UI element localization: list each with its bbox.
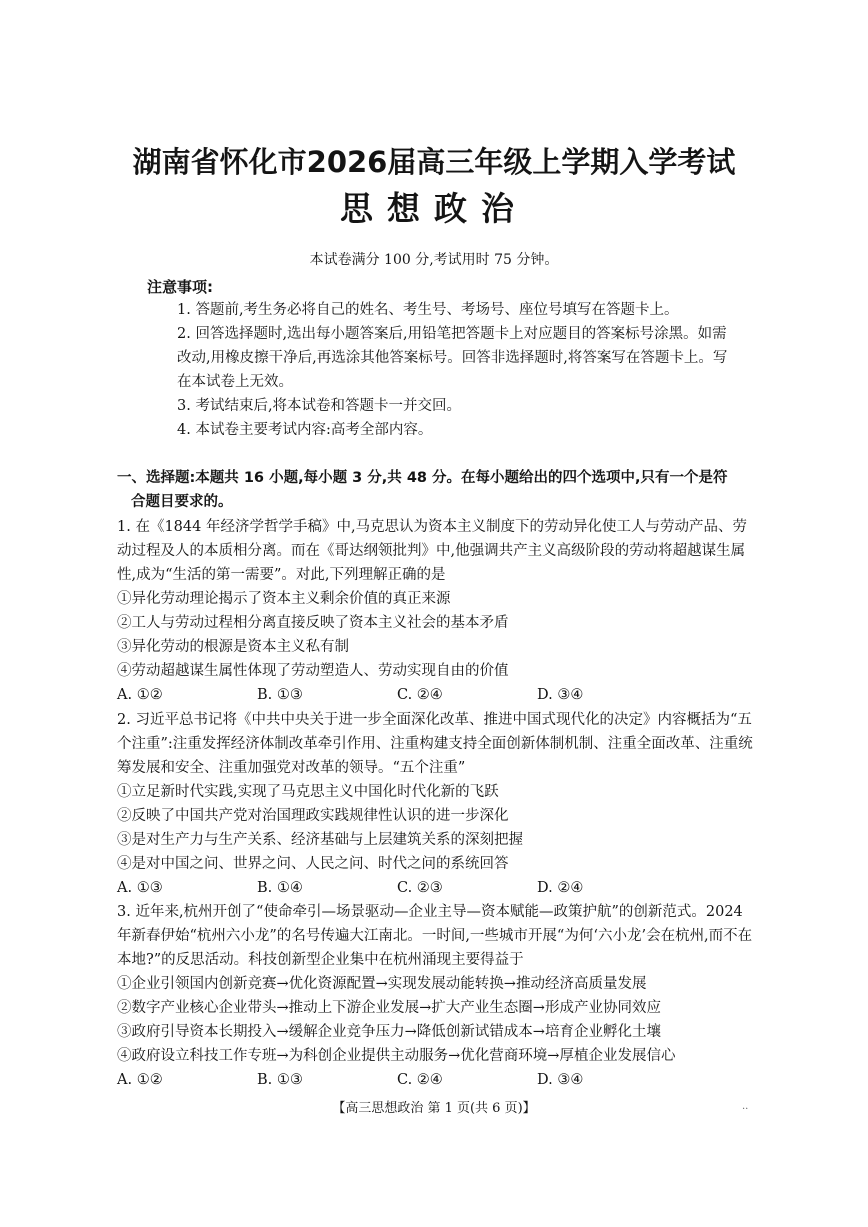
option-d: D. ③④ (537, 687, 584, 703)
statement-item: ①异化劳动理论揭示了资本主义剩余价值的真正来源 (117, 591, 451, 607)
option-a: A. ①② (117, 687, 163, 703)
question-2 (117, 708, 757, 900)
options-row (117, 876, 677, 900)
option-d: D. ②④ (537, 880, 584, 896)
question-stem: 3. 近年来,杭州开创了“使命牵引—场景驱动—企业主导—资本赋能—政策护航”的创新范式。2024 年新春伊始“杭州六小龙”的名号传遍大江南北。一时间,一些城市开展“为何‘六小龙’会在杭州,而不在本地?”的反思活动。科技创新型企业集中在杭州涌现主要得益于 (117, 904, 753, 968)
statement-item: ③异化劳动的根源是资本主义私有制 (117, 639, 349, 655)
notice-item: 1. 答题前,考生务必将自己的姓名、考生号、考场号、座位号填写在答题卡上。 (177, 302, 679, 318)
option-d: D. ③④ (537, 1072, 584, 1088)
statement-item: ①立足新时代实践,实现了马克思主义中国化时代化新的飞跃 (117, 784, 499, 800)
statement-item: ④政府设立科技工作专班→为科创企业提供主动服务→优化营商环境→厚植企业发展信心 (117, 1048, 676, 1064)
statement-item: ②反映了中国共产党对治国理政实践规律性认识的进一步深化 (117, 808, 509, 824)
notice-item: 2. 回答选择题时,选出每小题答案后,用铅笔把答题卡上对应题目的答案标号涂黑。如需改动,用橡皮擦干净后,再选涂其他答案标号。回答非选择题时,将答案写在答题卡上。写在本试卷上无效。 (177, 326, 728, 390)
page-footer: 【高三思想政治 第 1 页(共 6 页)】 (332, 1101, 536, 1116)
option-c: C. ②③ (397, 880, 443, 896)
question-stem: 2. 习近平总书记将《中共中央关于进一步全面深化改革、推进中国式现代化的决定》内容概括为“五个注重”:注重发挥经济体制改革牵引作用、注重构建支持全面创新体制机制、注重全面改革、注重统筹发展和安全、注重加强党对改革的领导。“五个注重” (117, 712, 753, 776)
notice-item: 4. 本试卷主要考试内容:高考全部内容。 (177, 422, 433, 438)
option-a: A. ①② (117, 1072, 163, 1088)
statement-item: ④是对中国之问、世界之问、人民之问、时代之问的系统回答 (117, 856, 509, 872)
option-a: A. ①③ (117, 880, 163, 896)
statement-item: ②数字产业核心企业带头→推动上下游企业发展→扩大产业生态圈→形成产业协同效应 (117, 1000, 661, 1016)
option-b: B. ①④ (257, 880, 303, 896)
exam-title: 湖南省怀化市2026届高三年级上学期入学考试 (132, 145, 736, 179)
notice-list (147, 298, 737, 442)
corner-mark: .. (742, 1101, 749, 1112)
statement-item: ②工人与劳动过程相分离直接反映了资本主义社会的基本矛盾 (117, 615, 509, 631)
option-b: B. ①③ (257, 687, 303, 703)
statement-item: ③是对生产力与生产关系、经济基础与上层建筑关系的深刻把握 (117, 832, 523, 848)
question-stem: 1. 在《1844 年经济学哲学手稿》中,马克思认为资本主义制度下的劳动异化使工人与劳动产品、劳动过程及人的本质相分离。而在《哥达纲领批判》中,他强调共产主义高级阶段的劳动将超越谋生属性,成为“生活的第一需要”。对此,下列理解正确的是 (117, 519, 748, 583)
question-1 (117, 515, 757, 707)
options-row (117, 1068, 677, 1092)
option-c: C. ②④ (397, 1072, 443, 1088)
options-row (117, 683, 677, 707)
subject-title: 思想政治 (340, 189, 528, 228)
section-heading-line: 合题目要求的。 (131, 494, 233, 510)
statement-item: ①企业引领国内创新竞赛→优化资源配置→实现发展动能转换→推动经济高质量发展 (117, 976, 647, 992)
section-heading-line: 一、选择题:本题共 16 小题,每小题 3 分,共 48 分。在每小题给出的四个选项中,只有一个是符 (117, 470, 728, 486)
question-3 (117, 900, 757, 1092)
statement-item: ③政府引导资本长期投入→缓解企业竞争压力→降低创新试错成本→培育企业孵化土壤 (117, 1024, 661, 1040)
notice-item: 3. 考试结束后,将本试卷和答题卡一并交回。 (177, 398, 462, 414)
score-note: 本试卷满分 100 分,考试用时 75 分钟。 (309, 252, 559, 268)
section-heading (117, 466, 757, 514)
statement-item: ④劳动超越谋生属性体现了劳动塑造人、劳动实现自由的价值 (117, 663, 509, 679)
option-c: C. ②④ (397, 687, 443, 703)
notice-heading: 注意事项: (147, 278, 213, 296)
option-b: B. ①③ (257, 1072, 303, 1088)
